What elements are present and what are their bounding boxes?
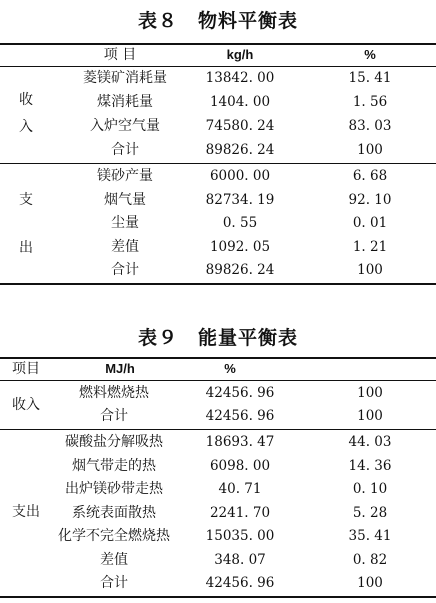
table9-row-value: 40. 71 xyxy=(218,481,262,497)
table9-header-unit: MJ/h xyxy=(105,361,135,376)
table9-group-rule xyxy=(0,429,436,430)
table9-row-value: 42456. 96 xyxy=(205,575,275,591)
table8-row-percent: 83. 03 xyxy=(348,118,392,134)
table9-row-value: 2241. 70 xyxy=(209,504,271,521)
table8-row-value: 89826. 24 xyxy=(205,262,275,278)
table9-header-percent: % xyxy=(224,361,236,376)
table9-row-value: 42456. 96 xyxy=(205,385,275,401)
table8-row-percent: 15. 41 xyxy=(348,70,392,86)
table8-row-value: 1404. 00 xyxy=(209,94,271,110)
table8-group-char: 入 xyxy=(19,119,33,135)
table9-row-item: 烟气带走的热 xyxy=(72,457,156,474)
table8-group-char: 收 xyxy=(19,92,33,108)
table9-row-item: 系统表面散热 xyxy=(72,504,156,521)
table8-header-rule xyxy=(0,66,436,67)
table8-row-percent: 92. 10 xyxy=(348,191,392,208)
table9-row-value: 18693. 47 xyxy=(205,434,275,450)
table8-row-item: 菱镁矿消耗量 xyxy=(83,70,167,86)
table9-title: 表９ 能量平衡表 xyxy=(137,327,298,349)
table8-row-value: 1092. 05 xyxy=(209,238,271,255)
table8-row-percent: 1. 21 xyxy=(352,238,388,255)
table8-row-value: 82734. 19 xyxy=(205,191,275,208)
table9-row-percent: 100 xyxy=(357,407,383,424)
table9-row-item: 出炉镁砂带走热 xyxy=(65,481,163,497)
table8-row-value: 0. 55 xyxy=(222,215,258,231)
table9-group-label: 支出 xyxy=(12,504,40,520)
table8-row-value: 6000. 00 xyxy=(209,168,271,184)
table8-row-percent: 0. 01 xyxy=(352,215,388,231)
table9-row-item: 合计 xyxy=(100,407,128,424)
table8-row-percent: 100 xyxy=(357,262,383,278)
table8-row-percent: 1. 56 xyxy=(352,94,388,110)
table9-group-label: 收入 xyxy=(12,397,40,413)
table8-row-item: 合计 xyxy=(111,262,139,278)
table8-row-item: 合计 xyxy=(111,142,139,158)
table8-row-value: 13842. 00 xyxy=(205,70,275,86)
table8-header-unit: kg/h xyxy=(226,47,254,62)
table8-group-rule xyxy=(0,163,436,164)
table9-row-percent: 100 xyxy=(357,385,383,401)
table8-bottom-rule xyxy=(0,283,436,285)
table8-row-item: 烟气量 xyxy=(104,191,146,208)
table9-row-percent: 0. 82 xyxy=(352,551,388,568)
table9-row-item: 化学不完全燃烧热 xyxy=(58,528,170,544)
table8-header-percent: % xyxy=(364,47,376,62)
table8-header-item: 项 目 xyxy=(103,47,137,63)
table9-row-item: 燃料燃烧热 xyxy=(79,385,149,401)
table9-row-value: 42456. 96 xyxy=(205,407,275,424)
table8-row-item: 煤消耗量 xyxy=(97,94,153,110)
table8-title: 表８ 物料平衡表 xyxy=(137,10,298,32)
table8-row-item: 镁砂产量 xyxy=(97,168,153,184)
table9-bottom-rule xyxy=(0,596,436,598)
table9-row-item: 合计 xyxy=(100,575,128,591)
table9-row-percent: 5. 28 xyxy=(352,504,388,521)
table9-row-percent: 100 xyxy=(357,575,383,591)
table9-row-percent: 14. 36 xyxy=(348,457,392,474)
table8-row-item: 入炉空气量 xyxy=(90,118,160,134)
table9-header-item: 项目 xyxy=(12,361,40,377)
table8-row-item: 尘量 xyxy=(111,215,139,231)
table9-row-value: 348. 07 xyxy=(214,551,266,568)
table9-row-value: 15035. 00 xyxy=(205,528,275,544)
table9-row-percent: 0. 10 xyxy=(352,481,388,497)
table9-row-item: 碳酸盐分解吸热 xyxy=(65,434,163,450)
table8-row-percent: 6. 68 xyxy=(352,168,388,184)
table9-row-item: 差值 xyxy=(100,551,128,568)
table8-group-char: 支 xyxy=(19,192,33,208)
table8-group-char: 出 xyxy=(19,240,33,256)
table9-row-percent: 44. 03 xyxy=(348,434,392,450)
table9-row-percent: 35. 41 xyxy=(348,528,392,544)
table8-row-percent: 100 xyxy=(357,142,383,158)
table8-row-value: 74580. 24 xyxy=(205,118,275,134)
table8-row-item: 差值 xyxy=(111,238,139,255)
table9-header-rule xyxy=(0,380,436,381)
table9-row-value: 6098. 00 xyxy=(209,457,271,474)
table8-row-value: 89826. 24 xyxy=(205,142,275,158)
